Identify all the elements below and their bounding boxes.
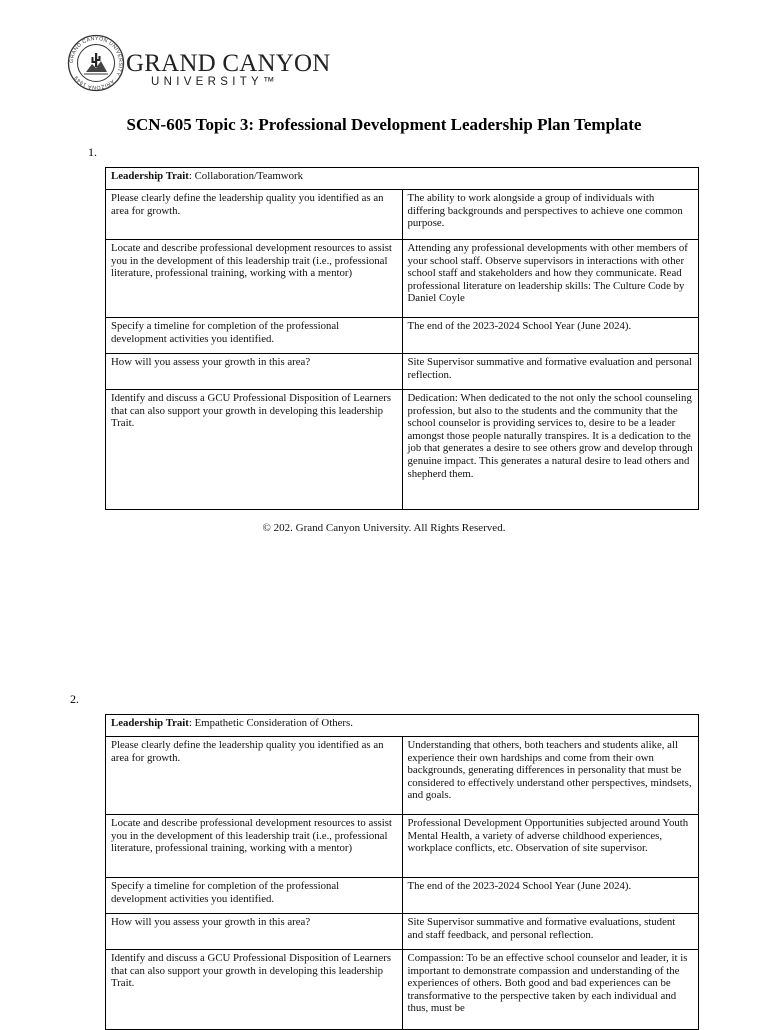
answer-cell: The end of the 2023-2024 School Year (June 2024). [402,878,699,914]
table-row [106,950,699,1030]
question-cell: Identify and discuss a GCU Professional Disposition of Learners that can also support your growth in developing this leadership Trait. [106,390,403,510]
university-seal-icon [67,34,125,92]
question-cell: Locate and describe professional development resources to assist you in the development of this leadership trait (i.e., professional literature, professional training, working with a mentor) [106,815,403,878]
leadership-trait-label: Leadership Trait [111,717,189,729]
answer-cell: Dedication: When dedicated to the not only the school counseling profession, but also to the students and the community that the school counselor is providing services to, desire to be a leader amongst those people naturally transpires. It is a dedication to the job that generates a desire to see others grow and develop through genuine impact. This generates a natural desire to lead others and shepherd them. [402,390,699,510]
table-row [106,168,699,190]
answer-cell: Compassion: To be an effective school counselor and leader, it is important to demonstrate compassion and understanding of the experiences of others. Both good and bad experiences can be transformative to the perspective taken by each individual and thus, must be [402,950,699,1030]
question-cell: Please clearly define the leadership quality you identified as an area for growth. [106,737,403,815]
answer-cell: Understanding that others, both teachers and students alike, all experience their own hardships and come from their own backgrounds, generating differences in personality that must be considered to effectively understand other perspectives, mindsets, and goals. [402,737,699,815]
table-row [106,318,699,354]
svg-text:GRAND CANYON UNIVERSITY · ARIZ: GRAND CANYON UNIVERSITY · ARIZONA 1949 [68,35,124,91]
copyright-footer: © 202. Grand Canyon University. All Rights Reserved. [262,522,506,534]
question-cell: How will you assess your growth in this area? [106,914,403,950]
leadership-trait-cell [106,715,699,737]
table-row [106,354,699,390]
table-row [106,914,699,950]
table-row [106,240,699,318]
brand-subtitle: UNIVERSITY™ [151,76,279,88]
brand-name: GRAND CANYON [126,50,331,77]
table-row [106,737,699,815]
table-row [106,390,699,510]
question-cell: Identify and discuss a GCU Professional Disposition of Learners that can also support your growth in developing this leadership Trait. [106,950,403,1030]
leadership-trait-label: Leadership Trait [111,170,189,182]
leadership-trait-cell [106,168,699,190]
question-cell: Specify a timeline for completion of the professional development activities you identified. [106,318,403,354]
leadership-trait-value: : Collaboration/Teamwork [188,170,303,182]
university-logo [67,34,331,94]
table-row [106,190,699,240]
answer-cell: The end of the 2023-2024 School Year (June 2024). [402,318,699,354]
table-row [106,815,699,878]
section-number: 1. [88,145,97,159]
question-cell: Locate and describe professional development resources to assist you in the development of this leadership trait (i.e., professional literature, professional training, working with a mentor) [106,240,403,318]
table-row [106,878,699,914]
question-cell: Specify a timeline for completion of the professional development activities you identified. [106,878,403,914]
leadership-plan-table [105,714,699,1030]
leadership-trait-value: : Empathetic Consideration of Others. [188,717,353,729]
answer-cell: The ability to work alongside a group of individuals with differing backgrounds and perspectives to achieve one common purpose. [402,190,699,240]
answer-cell: Site Supervisor summative and formative evaluations, student and staff feedback, and personal reflection. [402,914,699,950]
question-cell: How will you assess your growth in this area? [106,354,403,390]
section-number: 2. [70,692,79,706]
table-row [106,715,699,737]
document-title: SCN-605 Topic 3: Professional Development Leadership Plan Template [126,115,642,134]
answer-cell: Attending any professional developments with other members of your school staff. Observe supervisors in interactions with other school staff and stakeholders and how they communicate. Read professional literature on leadership skills: The Culture Code by Daniel Coyle [402,240,699,318]
leadership-plan-table [105,167,699,510]
answer-cell: Professional Development Opportunities subjected around Youth Mental Health, a variety of adverse childhood experiences, workplace conflicts, etc. Observation of site supervisor. [402,815,699,878]
answer-cell: Site Supervisor summative and formative evaluation and personal reflection. [402,354,699,390]
question-cell: Please clearly define the leadership quality you identified as an area for growth. [106,190,403,240]
